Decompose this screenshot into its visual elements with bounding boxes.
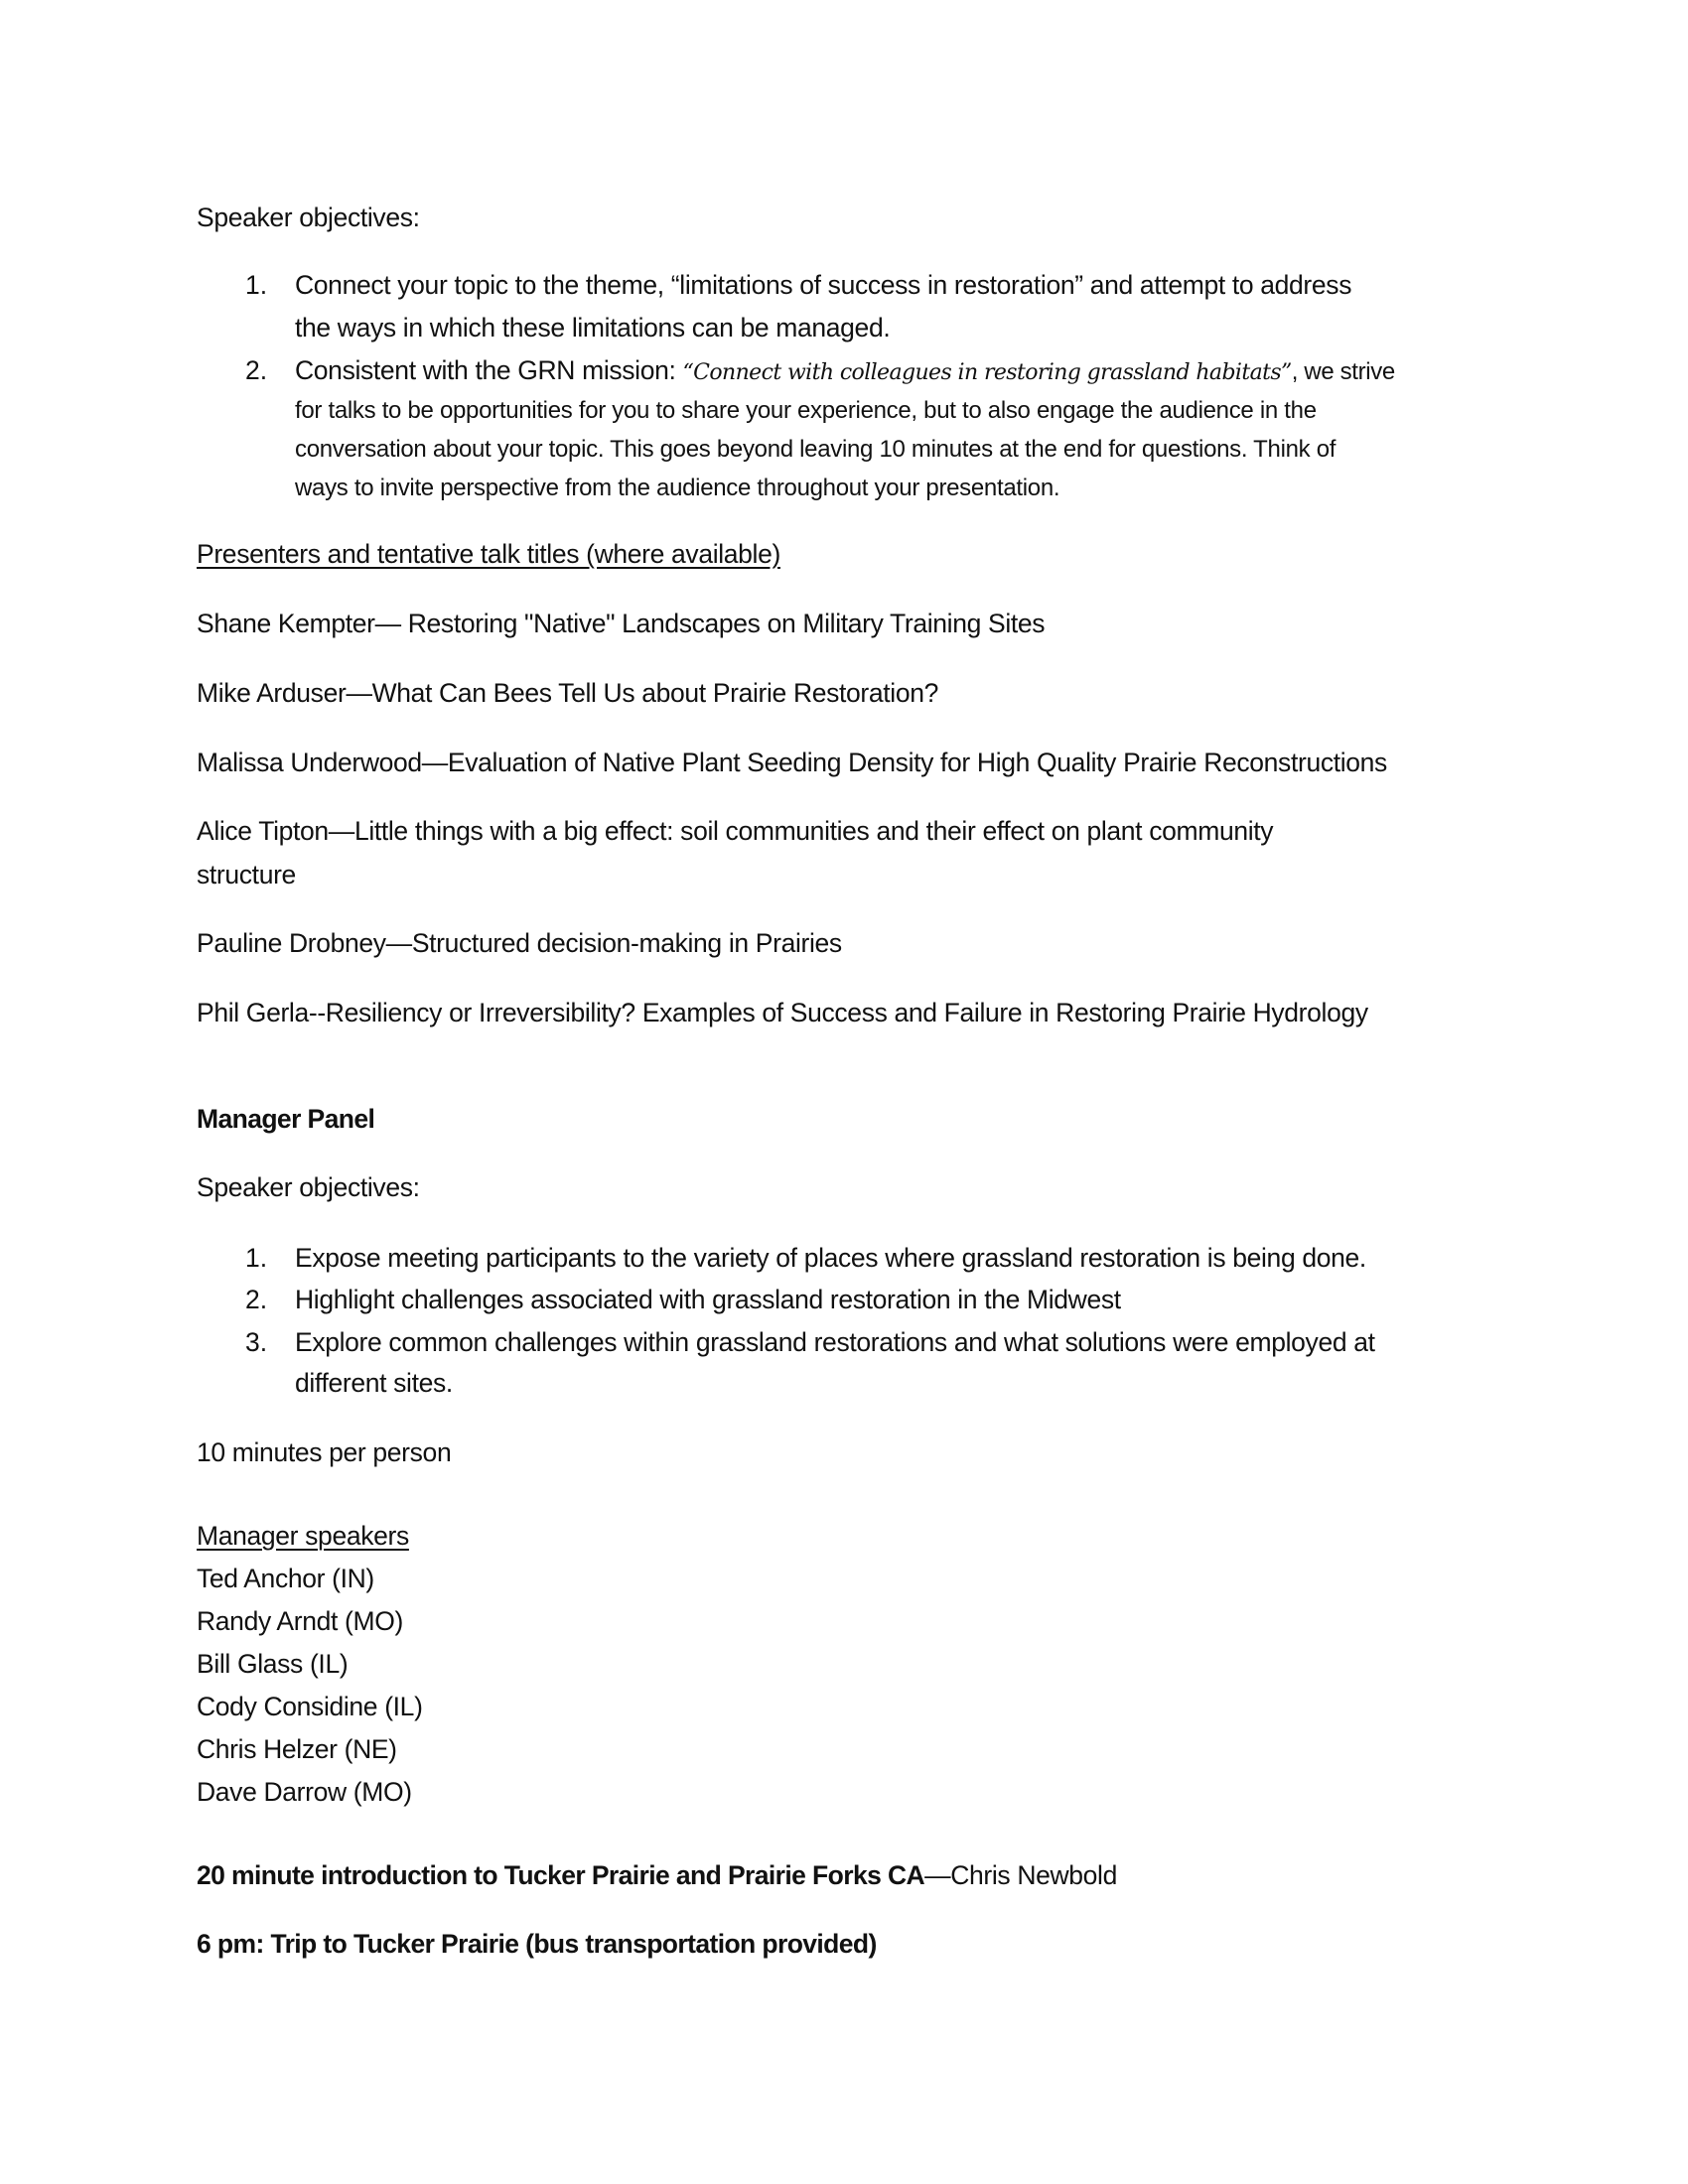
- presenter-item: Alice Tipton—Little things with a big effect: soil communities and their effect on plant community: [197, 816, 1274, 846]
- manager-speaker: Chris Helzer (NE): [197, 1734, 397, 1764]
- presenters-heading: Presenters and tentative talk titles (where available): [197, 539, 780, 569]
- list-number: 3.: [245, 1327, 268, 1357]
- list-number: 1.: [245, 1243, 268, 1273]
- introduction-line: [197, 1858, 1117, 1892]
- manager-objective-2: Highlight challenges associated with grassland restoration in the Midwest: [295, 1285, 1121, 1314]
- manager-speaker: Bill Glass (IL): [197, 1649, 349, 1679]
- grn-mission-quote: “Connect with colleagues in restoring grassland habitats”: [682, 360, 1292, 385]
- presenter-item: Mike Arduser—What Can Bees Tell Us about Prairie Restoration?: [197, 678, 939, 708]
- list-number: 1.: [245, 270, 268, 300]
- speaker-objectives-heading: Speaker objectives:: [197, 203, 420, 232]
- presenter-item: Pauline Drobney—Structured decision-making in Prairies: [197, 928, 842, 958]
- manager-speakers-heading: Manager speakers: [197, 1521, 409, 1551]
- presenter-item: Shane Kempter— Restoring "Native" Landscapes on Military Training Sites: [197, 609, 1046, 638]
- objective-2-lead: Consistent with the GRN mission:: [295, 355, 683, 385]
- manager-speaker: Randy Arndt (MO): [197, 1606, 403, 1636]
- introduction-bold: 20 minute introduction to Tucker Prairie and Prairie Forks CA: [197, 1860, 925, 1890]
- trip-line: 6 pm: Trip to Tucker Prairie (bus transportation provided): [197, 1929, 877, 1959]
- introduction-presenter: —Chris Newbold: [924, 1860, 1117, 1890]
- manager-speaker: Dave Darrow (MO): [197, 1777, 412, 1807]
- presenter-item-continuation: structure: [197, 860, 296, 889]
- presenter-item: Phil Gerla--Resiliency or Irreversibility? Examples of Success and Failure in Restoring Prairie Hydrology: [197, 998, 1368, 1027]
- objective-2-line-3: conversation about your topic. This goes beyond leaving 10 minutes at the end for questions. Think of: [295, 436, 1336, 463]
- list-number: 2.: [245, 355, 268, 385]
- manager-objective-1: Expose meeting participants to the variety of places where grassland restoration is being done.: [295, 1243, 1366, 1273]
- objective-2-line-2: for talks to be opportunities for you to share your experience, but to also engage the audience in the: [295, 397, 1317, 424]
- manager-objective-3-line-2: different sites.: [295, 1368, 453, 1398]
- objective-1-line-2: the ways in which these limitations can be managed.: [295, 313, 891, 342]
- presenter-item: Malissa Underwood—Evaluation of Native Plant Seeding Density for High Quality Prairie Reconstructions: [197, 748, 1387, 777]
- manager-objective-3-line-1: Explore common challenges within grassland restorations and what solutions were employed at: [295, 1327, 1375, 1357]
- manager-speaker: Ted Anchor (IN): [197, 1564, 374, 1593]
- manager-panel-title: Manager Panel: [197, 1104, 375, 1134]
- objective-1-line-1: Connect your topic to the theme, “limitations of success in restoration” and attempt to address: [295, 270, 1352, 300]
- manager-objectives-heading: Speaker objectives:: [197, 1172, 420, 1202]
- objective-2-line-4: ways to invite perspective from the audience throughout your presentation.: [295, 475, 1060, 501]
- list-number: 2.: [245, 1285, 268, 1314]
- objective-2-lead-tail: , we strive: [1291, 358, 1395, 385]
- manager-speaker: Cody Considine (IL): [197, 1692, 423, 1721]
- objective-2-line-1: [295, 353, 1395, 390]
- time-note: 10 minutes per person: [197, 1437, 452, 1467]
